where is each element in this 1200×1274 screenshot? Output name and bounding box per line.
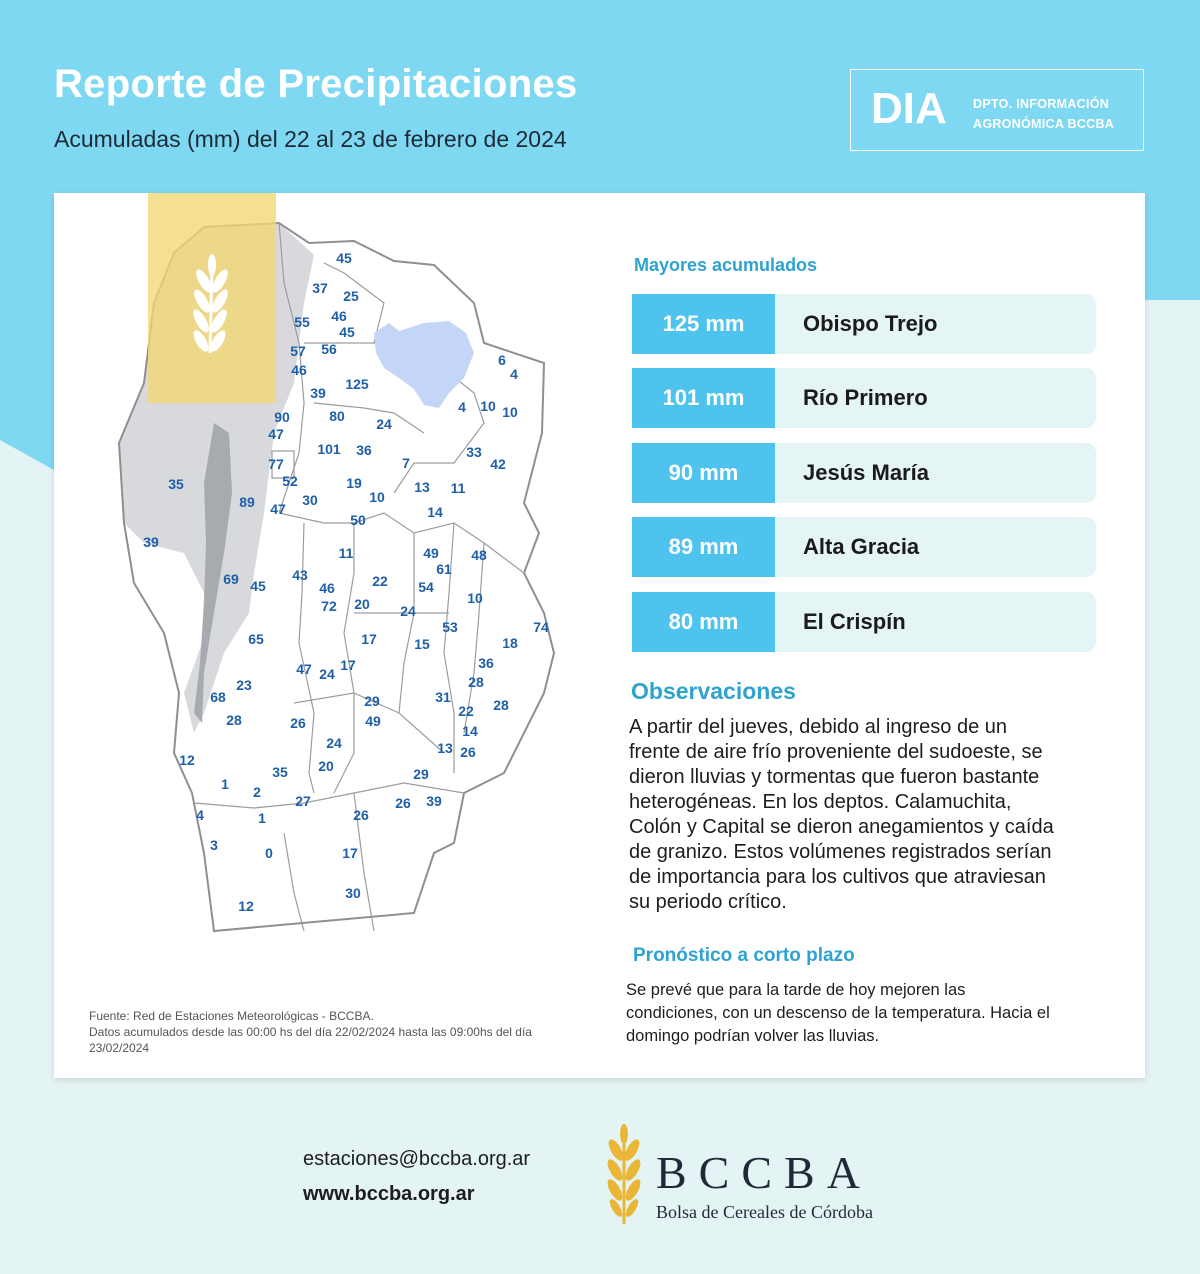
precipitation-value: 89 <box>239 494 255 510</box>
ranking-title: Mayores acumulados <box>634 255 818 275</box>
bccba-wheat-icon <box>598 1124 650 1228</box>
precipitation-map <box>54 193 654 1078</box>
precipitation-value: 17 <box>340 657 356 673</box>
precipitation-value: 33 <box>466 444 482 460</box>
precipitation-value: 24 <box>326 735 342 751</box>
precipitation-value: 6 <box>498 352 506 368</box>
precipitation-value: 4 <box>510 366 518 382</box>
observations-line: de importancia para los cultivos que atraviesan <box>629 866 1046 888</box>
precipitation-value: 10 <box>369 489 385 505</box>
source-line3: 23/02/2024 <box>89 1041 150 1055</box>
precipitation-value: 39 <box>426 793 442 809</box>
observations-line: dieron lluvias y tormentas que fueron bastante <box>629 766 1040 788</box>
precipitation-value: 20 <box>354 596 370 612</box>
ranking-row <box>632 592 1096 652</box>
observations-line: Colón y Capital se dieron anegamientos y caída <box>629 816 1054 838</box>
precipitation-value: 28 <box>493 697 509 713</box>
precipitation-value: 24 <box>319 666 335 682</box>
precipitation-value: 80 <box>329 408 345 424</box>
ranking-location: Obispo Trejo <box>775 294 1096 354</box>
precipitation-value: 26 <box>290 715 306 731</box>
precipitation-value: 12 <box>179 752 195 768</box>
precipitation-value: 72 <box>321 598 337 614</box>
precipitation-value: 47 <box>270 501 286 517</box>
ranking-location: Alta Gracia <box>775 517 1096 577</box>
precipitation-value: 23 <box>236 677 252 693</box>
precipitation-value: 31 <box>435 689 451 705</box>
precipitation-value: 13 <box>437 740 453 756</box>
ranking-row <box>632 517 1096 577</box>
observations-title: Observaciones <box>631 678 796 704</box>
report-card <box>54 193 1145 1078</box>
precipitation-value: 25 <box>343 288 359 304</box>
precipitation-value: 68 <box>210 689 226 705</box>
source-note <box>89 1008 609 1056</box>
bccba-logo-text: BCCBA <box>656 1147 872 1198</box>
precipitation-value: 61 <box>436 561 452 577</box>
bccba-logo-subtitle: Bolsa de Cereales de Córdoba <box>656 1202 873 1222</box>
precipitation-value: 50 <box>350 512 366 528</box>
precipitation-value: 2 <box>253 784 261 800</box>
precipitation-value: 57 <box>290 343 306 359</box>
precipitation-value: 22 <box>372 573 388 589</box>
dia-dept-line2: AGRONÓMICA BCCBA <box>973 117 1115 131</box>
observations-line: de granizo. Estos volúmenes registrados serían <box>629 841 1052 863</box>
precipitation-value: 45 <box>339 324 355 340</box>
precipitation-value: 28 <box>468 674 484 690</box>
precipitation-value: 49 <box>423 545 439 561</box>
precipitation-value: 11 <box>450 480 466 496</box>
precipitation-value: 10 <box>502 404 518 420</box>
precipitation-value: 35 <box>272 764 288 780</box>
precipitation-value: 36 <box>478 655 494 671</box>
precipitation-value: 48 <box>471 547 487 563</box>
forecast-line: domingo podrían volver las lluvias. <box>626 1027 880 1045</box>
forecast-text <box>626 979 1106 1048</box>
observations-line: heterogéneas. En los deptos. Calamuchita, <box>629 791 1012 813</box>
precipitation-value: 7 <box>402 455 410 471</box>
precipitation-value: 47 <box>296 661 312 677</box>
precipitation-value: 26 <box>395 795 411 811</box>
page-title: Reporte de Precipitaciones <box>54 62 578 106</box>
precipitation-value: 53 <box>442 619 458 635</box>
precipitation-value: 45 <box>250 578 266 594</box>
precipitation-value: 39 <box>143 534 159 550</box>
precipitation-value: 77 <box>268 456 284 472</box>
precipitation-value: 42 <box>490 456 506 472</box>
ranking-location: El Crispín <box>775 592 1096 652</box>
precipitation-value: 14 <box>462 723 478 739</box>
ranking-row <box>632 294 1096 354</box>
precipitation-value: 26 <box>460 744 476 760</box>
observations-line: su periodo crítico. <box>629 891 787 913</box>
observations-line: A partir del jueves, debido al ingreso de un <box>629 716 1008 738</box>
precipitation-value: 17 <box>361 631 377 647</box>
precipitation-value: 24 <box>376 416 392 432</box>
precipitation-value: 90 <box>274 409 290 425</box>
ranking-row <box>632 443 1096 503</box>
precipitation-value: 10 <box>480 398 496 414</box>
precipitation-value: 10 <box>467 590 483 606</box>
precipitation-value: 19 <box>346 475 362 491</box>
ranking-row <box>632 368 1096 428</box>
dia-badge <box>850 69 1144 151</box>
ranking-value: 125 mm <box>632 294 775 354</box>
precipitation-value: 65 <box>248 631 264 647</box>
forecast-title: Pronóstico a corto plazo <box>633 945 855 966</box>
website-link[interactable]: www.bccba.org.ar <box>303 1183 475 1205</box>
precipitation-value: 27 <box>295 793 311 809</box>
dia-dept-line1: DPTO. INFORMACIÓN <box>973 97 1110 111</box>
precipitation-value: 37 <box>312 280 328 296</box>
precipitation-value: 0 <box>265 845 273 861</box>
precipitation-value: 22 <box>458 703 474 719</box>
precipitation-value: 35 <box>168 476 184 492</box>
precipitation-value: 14 <box>427 504 443 520</box>
page-subtitle: Acumuladas (mm) del 22 al 23 de febrero de 2024 <box>54 126 567 152</box>
ranking-location: Río Primero <box>775 368 1096 428</box>
precipitation-value: 4 <box>458 399 466 415</box>
precipitation-value: 47 <box>268 426 284 442</box>
observations-line: frente de aire frío proveniente del sudoeste, se <box>629 741 1043 763</box>
precipitation-value: 29 <box>364 693 380 709</box>
precipitation-value: 12 <box>238 898 254 914</box>
precipitation-value: 20 <box>318 758 334 774</box>
precipitation-value: 125 <box>345 376 369 392</box>
precipitation-value: 28 <box>226 712 242 728</box>
dia-word: DIA <box>871 84 947 133</box>
precipitation-value: 74 <box>533 619 549 635</box>
precipitation-value: 30 <box>345 885 361 901</box>
precipitation-value: 24 <box>400 603 416 619</box>
precipitation-value: 46 <box>331 308 347 324</box>
source-line1: Fuente: Red de Estaciones Meteorológicas - BCCBA. <box>89 1009 374 1023</box>
precipitation-value: 3 <box>210 837 218 853</box>
forecast-line: condiciones, con un descenso de la temperatura. Hacia el <box>626 1004 1050 1022</box>
ranking-value: 101 mm <box>632 368 775 428</box>
ranking-value: 80 mm <box>632 592 775 652</box>
precipitation-value: 36 <box>356 442 372 458</box>
precipitation-value: 1 <box>221 776 229 792</box>
dia-department <box>973 94 1114 134</box>
source-line2: Datos acumulados desde las 00:00 hs del día 22/02/2024 hasta las 09:00hs del día <box>89 1025 532 1039</box>
precipitation-value: 69 <box>223 571 239 587</box>
ranking-location: Jesús María <box>775 443 1096 503</box>
contact-email[interactable]: estaciones@bccba.org.ar <box>303 1148 531 1170</box>
precipitation-value: 30 <box>302 492 318 508</box>
precipitation-value: 52 <box>282 473 298 489</box>
precipitation-value: 55 <box>294 314 310 330</box>
observations-text <box>629 715 1099 915</box>
precipitation-value: 39 <box>310 385 326 401</box>
precipitation-value: 54 <box>418 579 434 595</box>
precipitation-value: 46 <box>291 362 307 378</box>
precipitation-value: 1 <box>258 810 266 826</box>
precipitation-value: 15 <box>414 636 430 652</box>
precipitation-value: 26 <box>353 807 369 823</box>
precipitation-value: 101 <box>317 441 341 457</box>
precipitation-value: 13 <box>414 479 430 495</box>
precipitation-value: 29 <box>413 766 429 782</box>
ranking-value: 89 mm <box>632 517 775 577</box>
precipitation-value: 17 <box>342 845 358 861</box>
precipitation-value: 11 <box>338 545 354 561</box>
precipitation-value: 49 <box>365 713 381 729</box>
precipitation-value: 46 <box>319 580 335 596</box>
ranking-value: 90 mm <box>632 443 775 503</box>
precipitation-value: 4 <box>196 807 204 823</box>
precipitation-value: 43 <box>292 567 308 583</box>
precipitation-value: 45 <box>336 250 352 266</box>
precipitation-value: 56 <box>321 341 337 357</box>
mar-chiquita-lake <box>374 321 474 408</box>
precipitation-value: 18 <box>502 635 518 651</box>
forecast-line: Se prevé que para la tarde de hoy mejoren las <box>626 981 966 999</box>
